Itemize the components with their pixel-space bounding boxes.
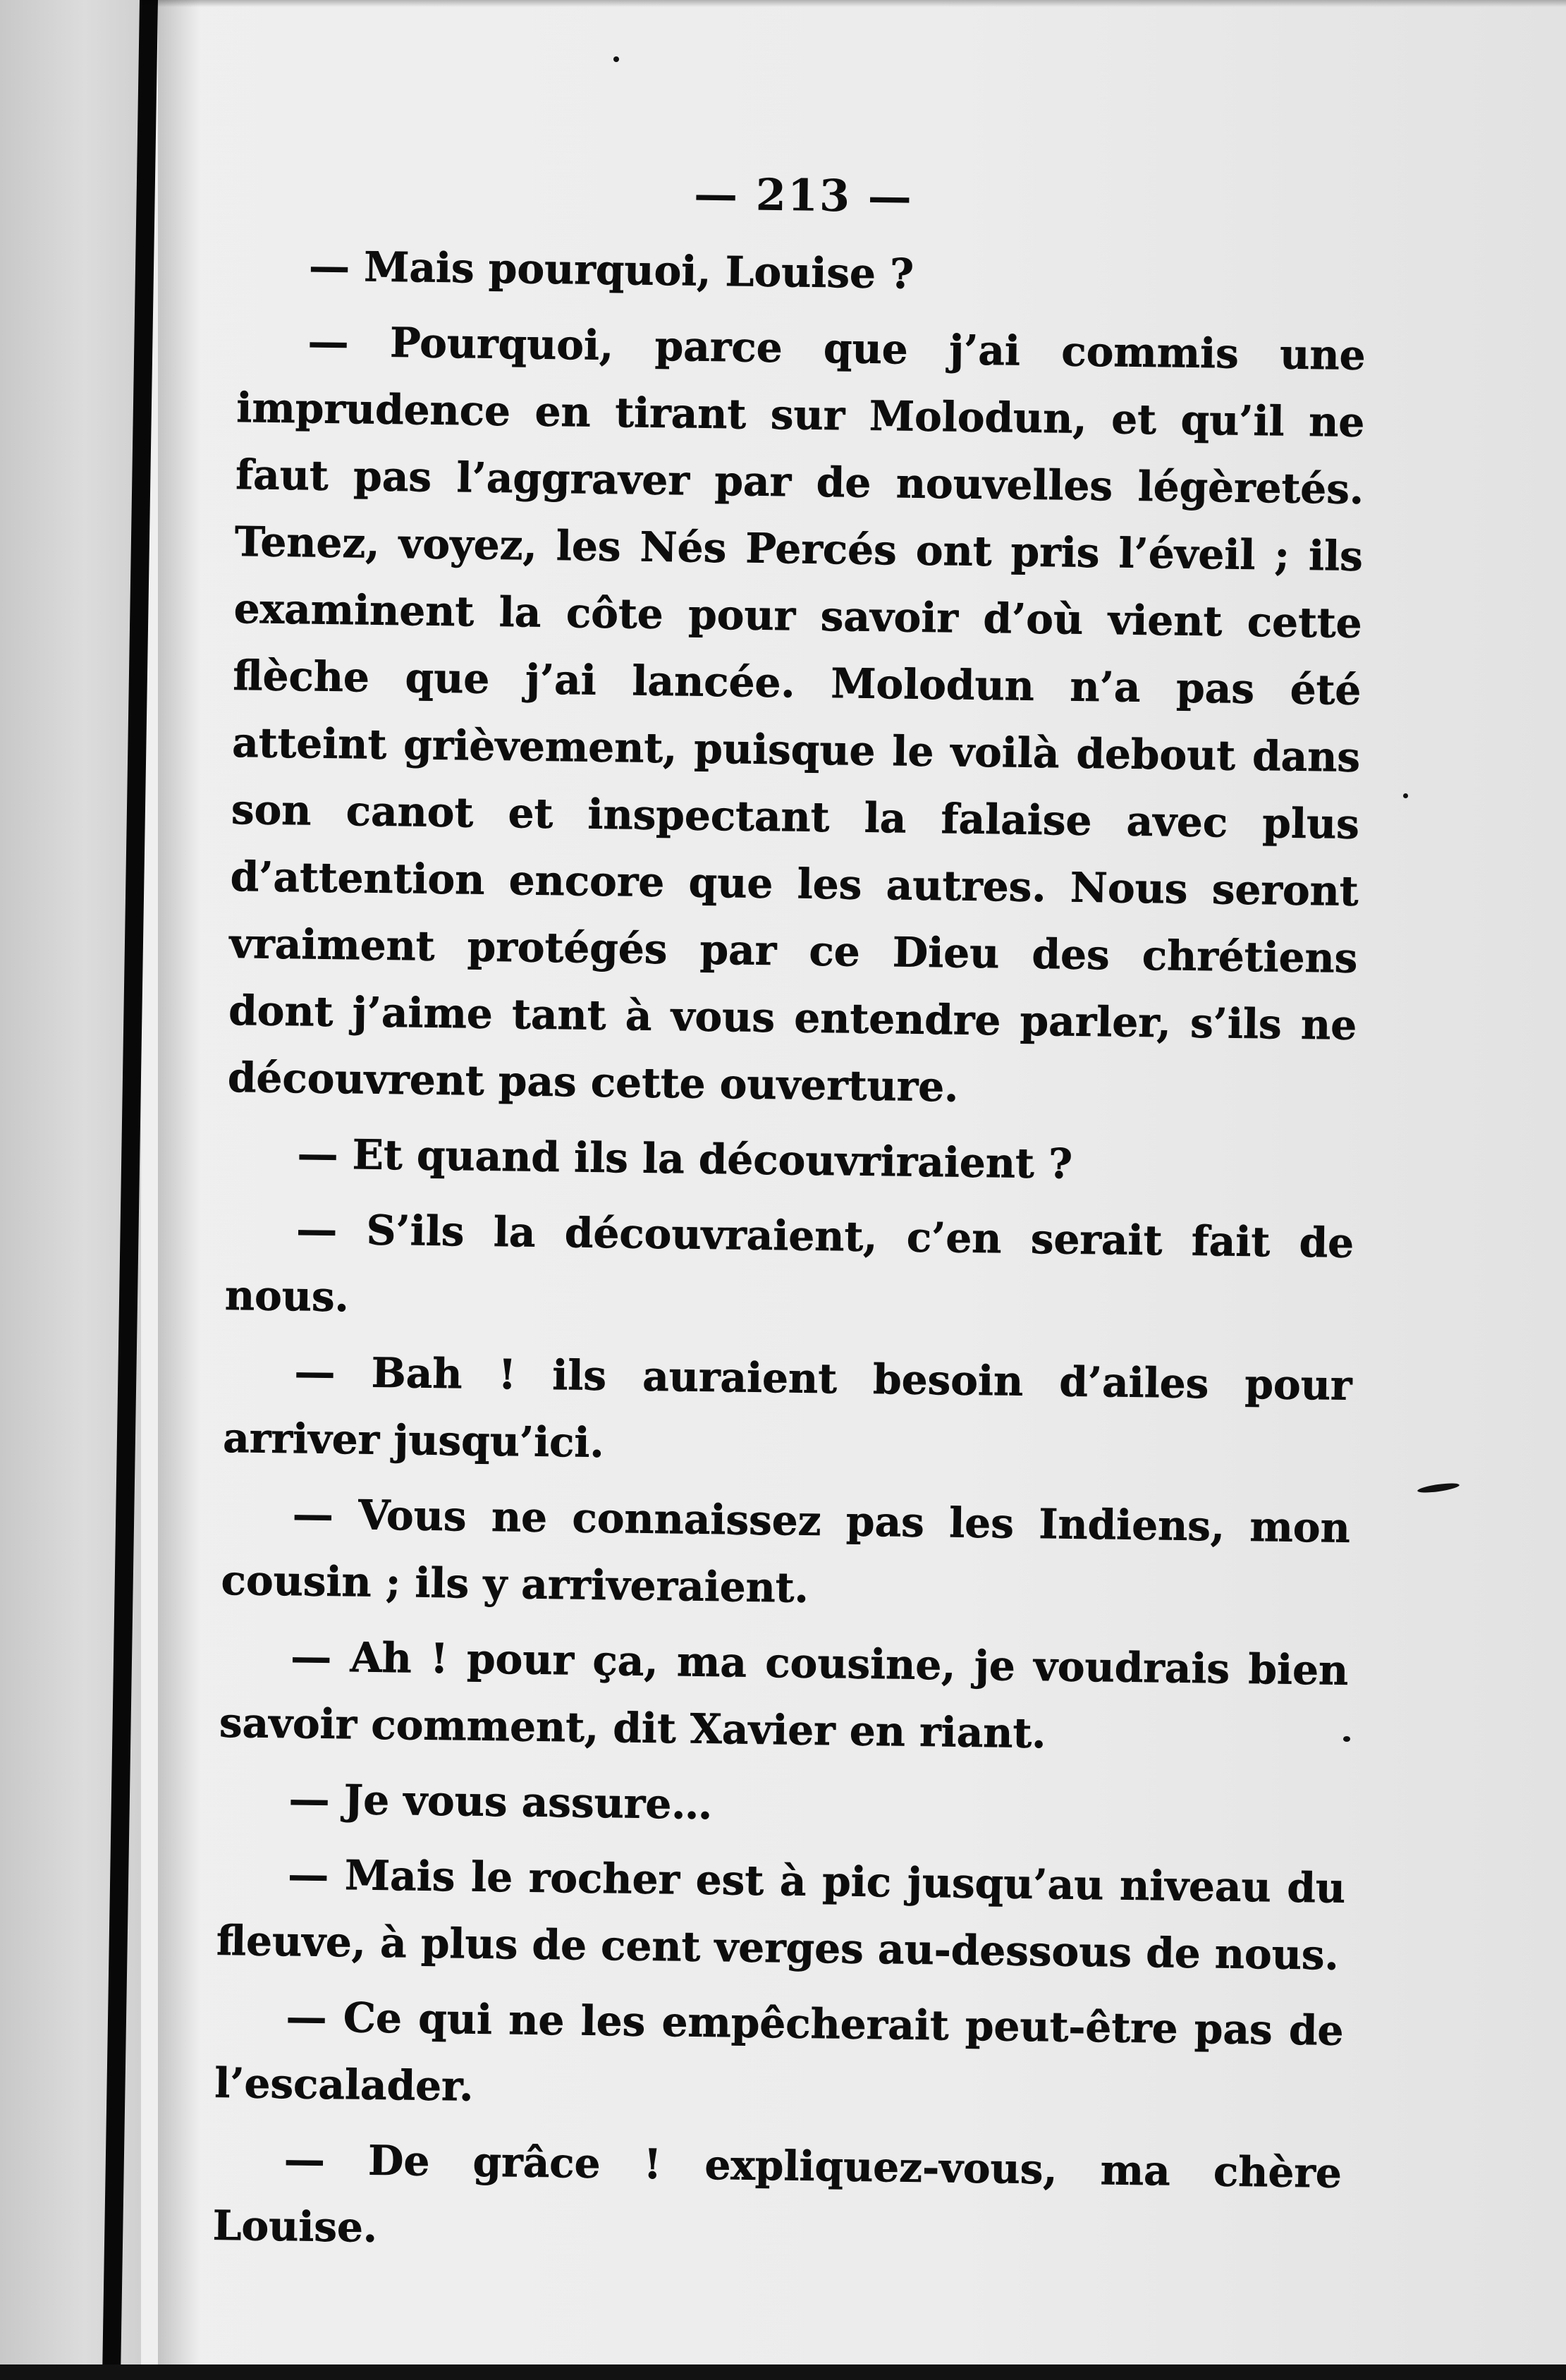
ink-speck: [613, 56, 619, 62]
paragraph: — Et quand ils la découvriraient ?: [297, 1130, 1073, 1188]
page-body: [212, 232, 1366, 2274]
book-page: [212, 162, 1368, 2252]
paragraph: — Mais pourquoi, Louise ?: [308, 242, 914, 298]
ink-speck: [1417, 1482, 1460, 1494]
page-number: — 213 —: [693, 168, 914, 223]
paragraph: — Vous ne connaissez pas les Indiens, mon cousin ; ils y arriveraient.: [221, 1490, 1351, 1612]
paragraph: — Ce qui ne les empêcherait peut-être pas de l’escalader.: [214, 1993, 1344, 2111]
paragraph: — S’ils la découvraient, c’en serait fait de nous.: [224, 1205, 1354, 1322]
gutter-shadow: [158, 0, 200, 2380]
paragraph: — De grâce ! expliquez-vous, ma chère Louise.: [212, 2135, 1342, 2252]
paragraph: — Pourquoi, parce que j’ai commis une imprudence en tirant sur Molodun, et qu’il ne faut pas l’aggraver par de nouvelles légèretés. Tenez, voyez, les Nés Percés ont pris l’éveil ; ils examinent la côte pour savoir d’où vient cette flèche que j’ai lancée. Molodun n’a pas été atteint grièvement, puisque le voilà debout dans son canot et inspectant la falaise avec plus d’attention encore que les autres. Nous seront vraiment protégés par ce Dieu des chrétiens dont j’aime tant à vous entendre parler, s’ils ne découvrent pas cette ouverture.: [227, 317, 1366, 1111]
paragraph: — Ah ! pour ça, ma cousine, je voudrais bien savoir comment, dit Xavier en riant.: [219, 1633, 1349, 1758]
bottom-edge: [0, 2364, 1566, 2380]
paragraph: — Mais le rocher est à pic jusqu’au niveau du fleuve, à plus de cent verges au-dessous de nous.: [216, 1850, 1346, 1979]
paragraph: — Je vous assure…: [288, 1775, 713, 1829]
top-edge-shadow: [141, 0, 1566, 7]
ink-speck: [1403, 793, 1408, 798]
paragraph: — Bah ! ils auraient besoin d’ailes pour arriver jusqu’ici.: [222, 1348, 1352, 1467]
